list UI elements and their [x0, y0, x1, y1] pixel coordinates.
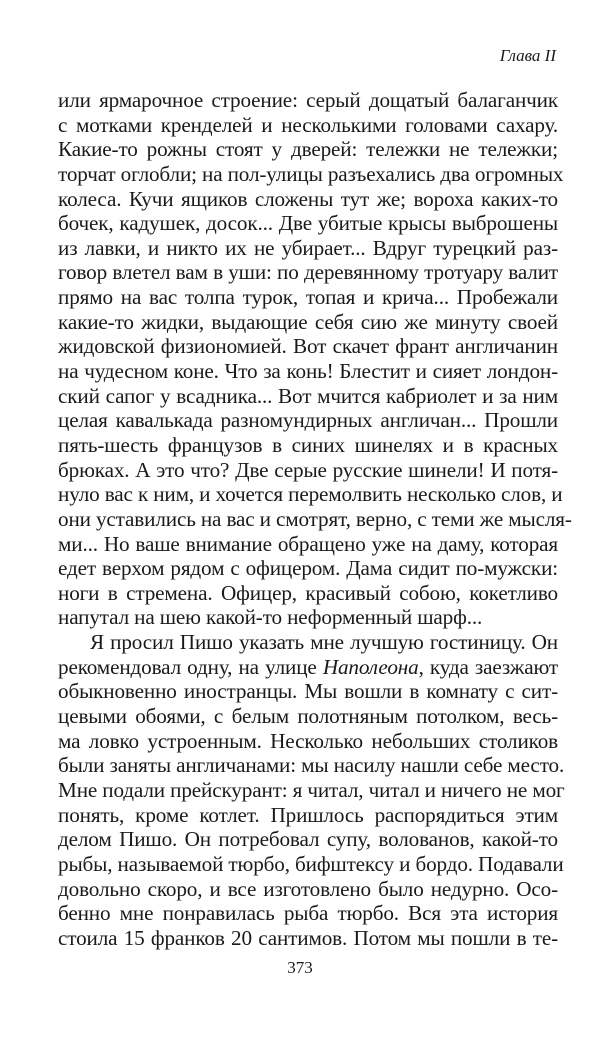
text-line: Какие-то рожны стоят у дверей: тележки не тележки;	[58, 137, 558, 162]
text-fragment: , куда заезжают	[418, 654, 558, 679]
text-line: понять, кроме котлет. Пришлось распорядиться этим	[58, 802, 558, 827]
text-line: ноги в стремена. Офицер, красивый собою, кокетливо	[58, 580, 558, 605]
text-line: ский сапог у всадника... Вот мчится кабриолет и за ним	[58, 383, 558, 408]
text-line: бенно мне понравилась рыба тюрбо. Вся эта история	[58, 901, 558, 926]
text-line: едет верхом рядом с офицером. Дама сидит по-мужски:	[58, 556, 558, 581]
text-fragment: рекомендовал одну, на улице	[58, 654, 323, 679]
text-line: из лавки, и никто их не убирает... Вдруг турецкий раз-	[58, 235, 558, 260]
body-text	[58, 88, 572, 950]
text-line: говор влетел вам в уши: по деревянному тротуару валит	[58, 260, 558, 285]
text-line: жидовской физиономией. Вот скачет франт англичанин	[58, 334, 558, 359]
text-line: или ярмарочное строение: серый дощатый балаганчик	[58, 88, 558, 112]
paragraph-start-line: Я просил Пишо указать мне лучшую гостиницу. Он	[90, 630, 558, 655]
text-line: обыкновенно иностранцы. Мы вошли в комнату с сит-	[58, 679, 558, 704]
text-line: ма ловко устроенным. Несколько небольших столиков	[58, 728, 558, 753]
emphasized-street-name: Наполеона	[322, 654, 419, 679]
text-line: Мне подали прейскурант: я читал, читал и ничего не мог	[58, 777, 565, 802]
text-line: стоила 15 франков 20 сантимов. Потом мы пошли в те-	[58, 925, 558, 950]
text-line: бочек, кадушек, досок... Две убитые крысы выброшены	[58, 211, 558, 236]
text-line: довольно скоро, и все изготовлено было недурно. Осо-	[58, 876, 558, 901]
text-line: ми... Но ваше внимание обращено уже на даму, которая	[58, 531, 558, 556]
text-line: с мотками кренделей и несколькими головами сахару.	[58, 112, 558, 137]
text-line-with-emphasis	[58, 655, 558, 680]
paragraph-end-line: напутал на шею какой-то неформенный шарф...	[58, 605, 483, 630]
text-line: делом Пишо. Он потребовал супу, волованов, какой-то	[58, 827, 558, 852]
text-line: на чудесном коне. Что за конь! Блестит и сияет лондон-	[58, 359, 558, 384]
text-line: цевыми обоями, с белым полотняным потолком, весь-	[58, 704, 558, 729]
text-line: колеса. Кучи ящиков сложены тут же; вороха каких-то	[58, 186, 558, 211]
text-line: прямо на вас толпа турок, топая и крича... Пробежали	[58, 285, 558, 310]
text-line: какие-то жидки, выдающие себя сию же минуту своей	[58, 309, 558, 334]
page-number: 373	[287, 958, 313, 977]
text-line: целая кавалькада разномундирных англичан... Прошли	[58, 408, 558, 433]
text-line: торчат оглобли; на пол-улицы разъехались два огромных	[58, 161, 564, 186]
text-line: рыбы, называемой тюрбо, бифштексу и бордо. Подавали	[58, 851, 564, 876]
text-line: пять-шесть французов в синих шинелях и в красных	[58, 432, 558, 457]
text-line: нуло вас к ним, и хочется перемолвить несколько слов, и	[58, 482, 563, 507]
text-line: они уставились на вас и смотрят, верно, с теми же мысля-	[58, 506, 572, 531]
running-head-chapter-title: Глава II	[499, 46, 556, 65]
text-line: брюках. А это что? Две серые русские шинели! И потя-	[58, 457, 558, 482]
text-line: были заняты англичанами: мы насилу нашли себе место.	[58, 753, 565, 778]
